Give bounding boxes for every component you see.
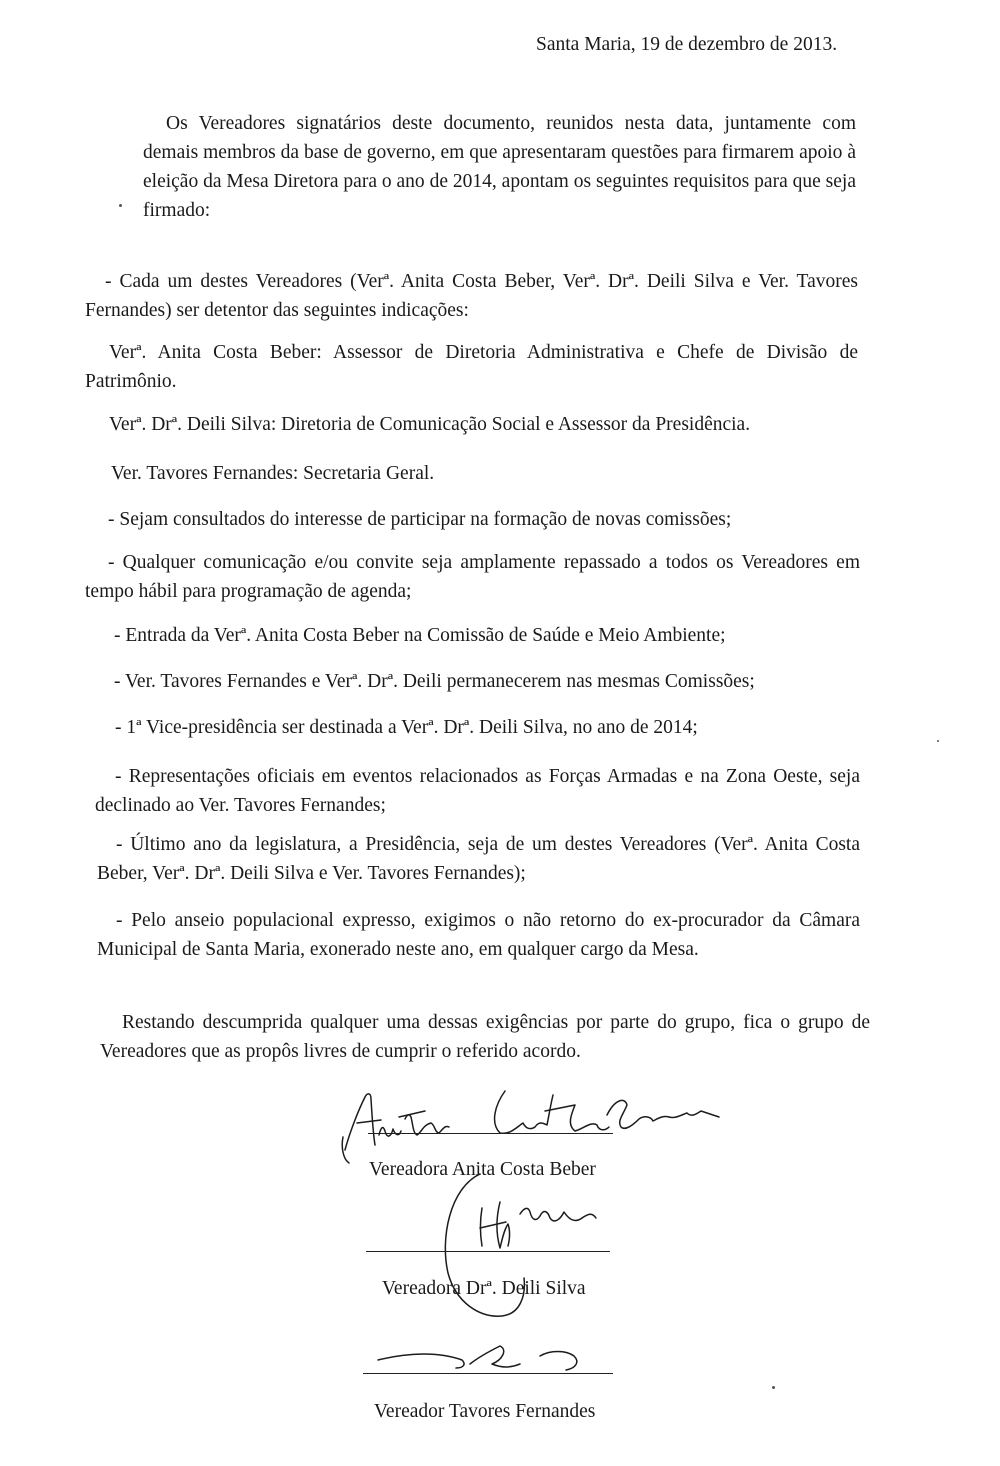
signature-deili <box>440 1168 620 1328</box>
item-ex-procurator: - Pelo anseio populacional expresso, exigimos o não retorno do ex-procurador da Câmara Municipal de Santa Maria, exonerado neste ano, em qualquer cargo da Mesa. <box>97 910 860 960</box>
signature-line-deili <box>366 1251 610 1252</box>
item-vice-presidency: - 1ª Vice-presidência ser destinada a Verª. Drª. Deili Silva, no ano de 2014; <box>115 717 698 738</box>
item-deili-indication: Verª. Drª. Deili Silva: Diretoria de Comunicação Social e Assessor da Presidência. <box>109 414 751 435</box>
scan-speck <box>119 204 122 207</box>
item-same-commissions: - Ver. Tavores Fernandes e Verª. Drª. Deili permanecerem nas mesmas Comissões; <box>114 671 755 692</box>
item-indications: - Cada um destes Vereadores (Verª. Anita Costa Beber, Verª. Drª. Deili Silva e Ver. Tavores Fernandes) ser detentor das seguintes indicações: <box>85 271 858 321</box>
signature-line-tavores <box>363 1373 613 1374</box>
signature-line-anita <box>368 1133 613 1134</box>
signature-anita <box>335 1075 735 1165</box>
item-health-commission: - Entrada da Verª. Anita Costa Beber na Comissão de Saúde e Meio Ambiente; <box>114 625 726 646</box>
signature-tavores <box>370 1338 610 1378</box>
item-anita-indication: Verª. Anita Costa Beber: Assessor de Diretoria Administrativa e Chefe de Divisão de Patrimônio. <box>85 342 858 392</box>
item-representations: - Representações oficiais em eventos relacionados as Forças Armadas e na Zona Oeste, seja declinado ao Ver. Tavores Fernandes; <box>95 766 860 816</box>
signature-name-tavores: Vereador Tavores Fernandes <box>374 1401 596 1422</box>
signature-name-deili: Vereadora Drª. Deili Silva <box>382 1278 586 1299</box>
intro-paragraph: Os Vereadores signatários deste documento, reunidos nesta data, juntamente com demais membros da base de governo, em que apresentaram questões para firmarem apoio à eleição da Mesa Diretora para o ano de 2014, apontam os seguintes requisitos para que seja firmado: <box>143 113 856 221</box>
item-presidency: - Último ano da legislatura, a Presidência, seja de um destes Vereadores (Verª. Anita Costa Beber, Verª. Drª. Deili Silva e Ver. Tavores Fernandes); <box>97 834 860 884</box>
item-tavores-indication: Ver. Tavores Fernandes: Secretaria Geral. <box>111 463 435 484</box>
item-commissions-consult: - Sejam consultados do interesse de participar na formação de novas comissões; <box>108 509 732 530</box>
date-line: Santa Maria, 19 de dezembro de 2013. <box>536 34 838 55</box>
item-communication: - Qualquer comunicação e/ou convite seja amplamente repassado a todos os Vereadores em tempo hábil para programação de agenda; <box>85 552 860 602</box>
signature-name-anita: Vereadora Anita Costa Beber <box>369 1159 596 1180</box>
scan-speck <box>772 1386 775 1389</box>
scan-speck <box>937 740 939 742</box>
closing-paragraph: Restando descumprida qualquer uma dessas exigências por parte do grupo, fica o grupo de Vereadores que as propôs livres de cumprir o referido acordo. <box>100 1012 870 1062</box>
